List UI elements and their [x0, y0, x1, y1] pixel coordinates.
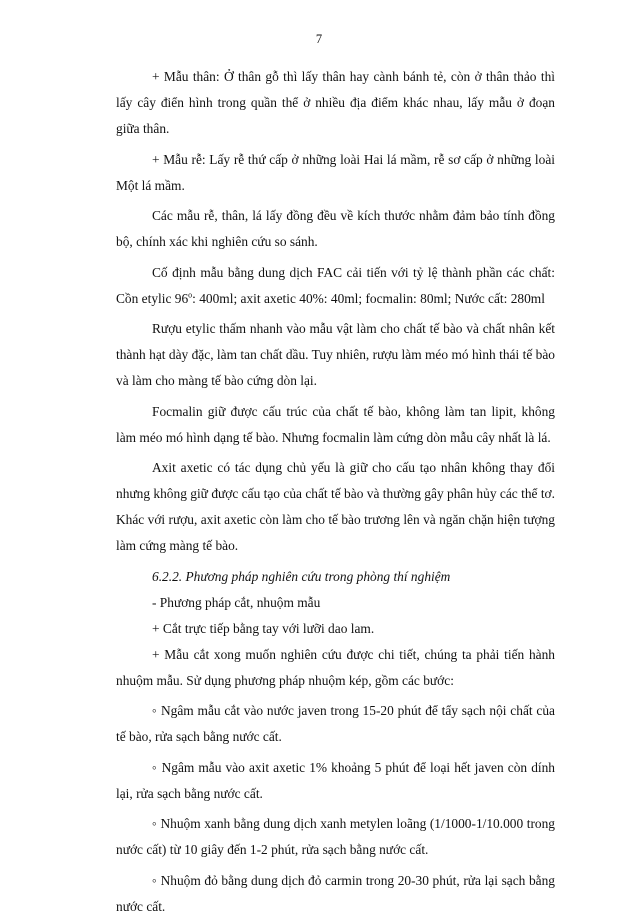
section-heading: 6.2.2. Phương pháp nghiên cứu trong phòng thí nghiệm — [152, 568, 451, 584]
page-body — [116, 64, 555, 924]
step-methylene-blue: ◦ Nhuộm xanh bằng dung dịch xanh metylen loãng (1/1000-1/10.000 trong nước cất) từ 10 giây đến 1-2 phút, rửa sạch bằng nước cất. — [116, 816, 555, 857]
step-acetic-soak: ◦ Ngâm mẫu vào axit axetic 1% khoảng 5 phút để loại hết javen còn dính lại, rửa sạch bằng nước cất. — [116, 759, 555, 801]
paragraph-sample-uniformity: Các mẫu rễ, thân, lá lấy đồng đều về kích thước nhằm đảm bảo tính đồng bộ, chính xác khi nghiên cứu so sánh. — [116, 208, 555, 249]
paragraph-stem-sample: + Mẫu thân: Ở thân gỗ thì lấy thân hay cành bánh tẻ, còn ở thân thảo thì lấy cây điển hình trong quần thể ở nhiều địa điểm khác nhau, lấy mẫu ở đoạn giữa thân. — [116, 69, 555, 136]
cutting-line: + Cắt trực tiếp bằng tay với lưỡi dao lam. — [152, 620, 375, 636]
paragraph-root-sample: + Mẫu rễ: Lấy rễ thứ cấp ở những loài Hai lá mầm, rễ sơ cấp ở những loài Một lá mầm. — [116, 151, 555, 193]
degree-superscript: o — [188, 290, 193, 300]
fixation-text-part-2: : 400ml; axit axetic 40%: 40ml; focmalin: 80ml; Nước cất: 280ml — [192, 290, 545, 306]
method-line: - Phương pháp cắt, nhuộm mẫu — [152, 594, 321, 610]
page-number: 7 — [315, 32, 323, 46]
paragraph-formalin: Focmalin giữ được cấu trúc của chất tế bào, không làm tan lipit, không làm méo mó hình dạng tế bào. Nhưng focmalin làm cứng dòn mẫu cây nhất là lá. — [116, 403, 555, 445]
paragraph-staining-intro: + Mẫu cắt xong muốn nghiên cứu được chi tiết, chúng ta phải tiến hành nhuộm mẫu. Sử dụng phương pháp nhuộm kép, gồm các bước: — [116, 646, 555, 688]
step-javen-soak: ◦ Ngâm mẫu cắt vào nước javen trong 15-20 phút để tẩy sạch nội chất của tế bào, rửa sạch bằng nước cất. — [116, 703, 555, 744]
step-carmine-red: ◦ Nhuộm đỏ bằng dung dịch đỏ carmin trong 20-30 phút, rửa lại sạch bằng nước cất. — [116, 872, 555, 914]
paragraph-acetic-acid: Axit axetic có tác dụng chủ yếu là giữ cho cấu tạo nhân không thay đổi nhưng không giữ được cấu tạo của chất tế bào và thường gây phân hủy các thể tơ. Khác với rượu, axit axetic còn làm cho tế bào trương lên và ngăn chặn hiện tượng làm cứng màng tế bào. — [116, 460, 555, 553]
paragraph-fac-fixation — [116, 260, 555, 312]
paragraph-ethyl-alcohol: Rượu etylic thấm nhanh vào mẫu vật làm cho chất tế bào và chất nhân kết thành hạt dày đặc, làm tan chất dầu. Tuy nhiên, rượu làm méo mó hình thái tế bào và làm cho màng tế bào cứng dòn lại. — [116, 321, 555, 388]
fixation-text-part-1: Cố định mẫu bằng dung dịch FAC cải tiến với tỷ lệ thành phần các chất: Cồn etylic 96 — [116, 264, 555, 306]
